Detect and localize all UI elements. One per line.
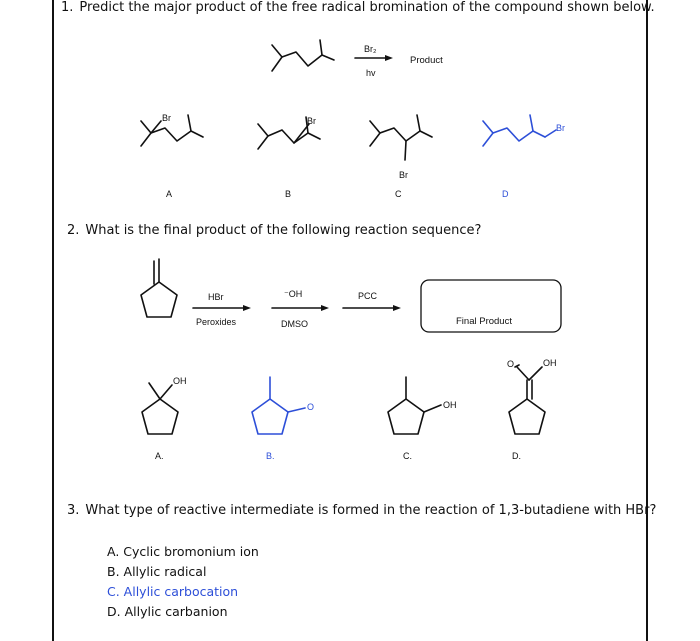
q2-choice-d-letter: D. [512,451,521,461]
q3-option-c[interactable]: C. Allylic carbocation [107,584,239,599]
q2-choice-c-structure [388,377,441,434]
q2-choice-c-oh: OH [443,400,457,410]
q3-option-a[interactable]: A. Cyclic bromonium ion [107,544,259,559]
q1-choice-a-letter: A [166,189,173,199]
question-3-text: What type of reactive intermediate is formed in the reaction of 1,3-butadiene with HBr? [85,503,657,518]
q1-choice-d-structure [483,115,556,146]
q1-choice-d-br: Br [556,123,565,133]
q2-step2-bottom: DMSO [281,319,308,329]
q1-choice-a-br: Br [162,113,171,123]
question-3-number: 3. [67,503,80,518]
q1-arrow-head [385,55,393,61]
q1-reagent-bottom: hv [366,68,376,78]
q2-choice-c-letter: C. [403,451,412,461]
q2-step1-top: HBr [208,292,224,302]
q1-choice-c-structure [370,115,432,160]
q1-reagent-top: Br₂ [364,44,377,54]
question-1-text: Predict the major product of the free radical bromination of the compound shown below. [79,0,655,15]
q2-choice-d-o: O [507,359,515,369]
q2-starting-material [141,259,177,317]
q1-choice-c-br: Br [399,170,408,180]
q1-choice-b-br: Br [307,116,316,126]
q2-choice-a-structure [142,383,178,434]
q2-step2-top: ⁻OH [284,289,303,299]
question-1-number: 1. [61,0,74,15]
q2-choice-a-letter: A. [155,451,164,461]
question-2-number: 2. [67,223,80,238]
question-2-text: What is the final product of the following reaction sequence? [85,223,482,238]
q2-choice-d-structure [509,365,545,434]
q2-choice-a-oh: OH [173,376,187,386]
q2-choice-d-oh: OH [543,358,557,368]
q3-option-d[interactable]: D. Allylic carbanion [107,604,228,619]
q2-choice-b-letter: B. [266,451,275,461]
q1-reactant-structure [272,40,334,71]
q1-choice-d-letter: D [502,189,509,199]
q2-step1-bottom: Peroxides [196,317,237,327]
q1-choice-c-letter: C [395,189,402,199]
q1-product-label: Product [410,55,443,66]
final-product-label: Final Product [456,316,512,327]
q2-step3-top: PCC [358,291,378,301]
q2-choice-b-o: O [307,402,315,412]
q2-choice-b-structure [252,377,305,434]
q1-choice-b-letter: B [285,189,292,199]
q1-choice-a-structure [141,115,203,146]
q3-option-b[interactable]: B. Allylic radical [107,564,207,579]
